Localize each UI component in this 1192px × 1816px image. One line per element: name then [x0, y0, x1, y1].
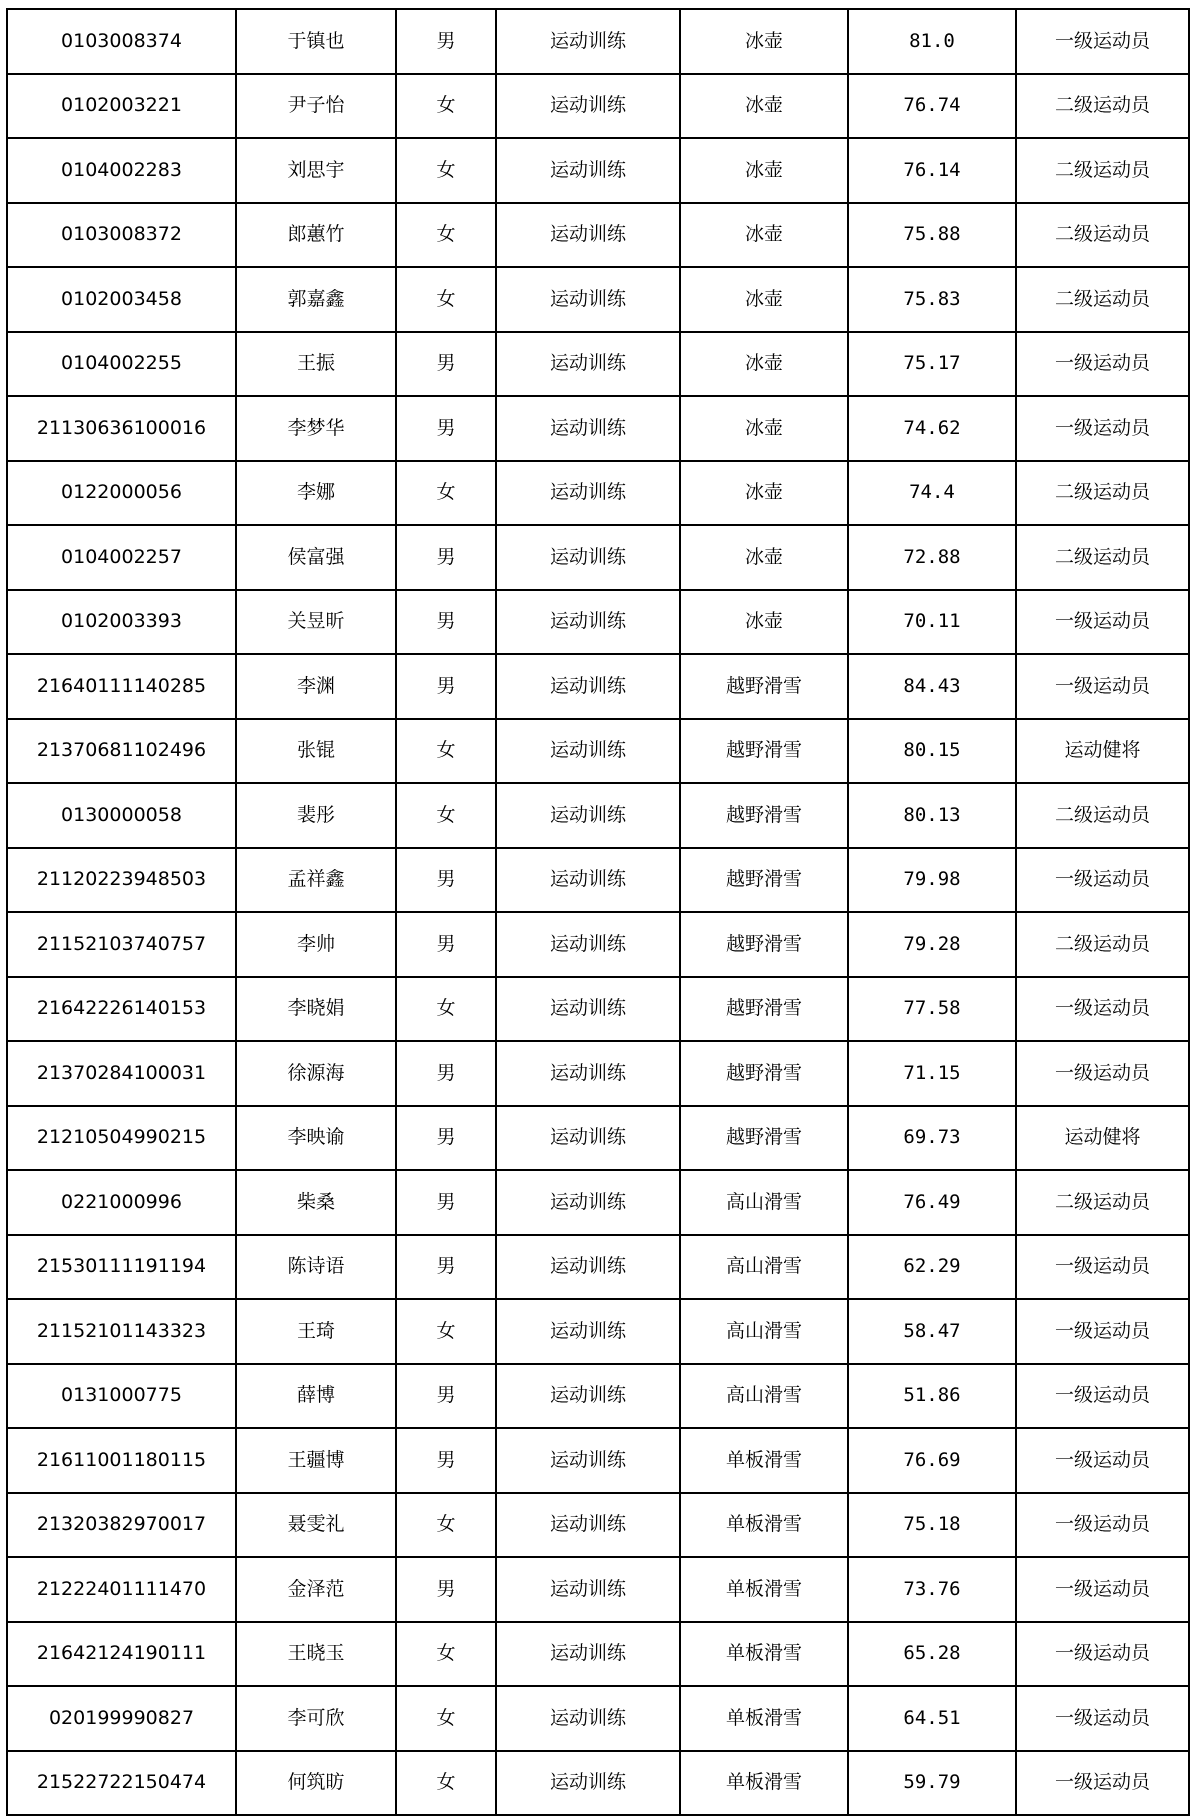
- athlete-name-cell: 王琦: [236, 1299, 396, 1364]
- candidate-id-cell: 21640111140285: [7, 654, 236, 719]
- major-cell: 运动训练: [496, 1235, 680, 1300]
- sport-cell: 高山滑雪: [680, 1170, 848, 1235]
- athlete-name-cell: 张锟: [236, 719, 396, 784]
- table-row: [7, 1170, 1189, 1235]
- athlete-level-cell: 二级运动员: [1016, 1170, 1189, 1235]
- athlete-name-cell: 尹子怡: [236, 74, 396, 139]
- major-cell: 运动训练: [496, 848, 680, 913]
- athlete-level-cell: 一级运动员: [1016, 1364, 1189, 1429]
- score-cell: 76.14: [848, 138, 1016, 203]
- sport-cell: 越野滑雪: [680, 912, 848, 977]
- athlete-name-cell: 陈诗语: [236, 1235, 396, 1300]
- candidate-id-cell: 0103008372: [7, 203, 236, 268]
- candidate-id-cell: 21210504990215: [7, 1106, 236, 1171]
- athlete-level-cell: 运动健将: [1016, 1106, 1189, 1171]
- major-cell: 运动训练: [496, 138, 680, 203]
- athlete-level-cell: 一级运动员: [1016, 9, 1189, 74]
- gender-cell: 女: [396, 783, 496, 848]
- roster-sheet: [6, 8, 1188, 1816]
- athlete-name-cell: 李可欣: [236, 1686, 396, 1751]
- athlete-name-cell: 徐源海: [236, 1041, 396, 1106]
- candidate-id-cell: 21370284100031: [7, 1041, 236, 1106]
- gender-cell: 男: [396, 1428, 496, 1493]
- athlete-name-cell: 金泽范: [236, 1557, 396, 1622]
- gender-cell: 男: [396, 1041, 496, 1106]
- gender-cell: 男: [396, 654, 496, 719]
- athlete-name-cell: 王疆博: [236, 1428, 396, 1493]
- gender-cell: 男: [396, 1235, 496, 1300]
- major-cell: 运动训练: [496, 1686, 680, 1751]
- table-row: [7, 1622, 1189, 1687]
- major-cell: 运动训练: [496, 9, 680, 74]
- sport-cell: 单板滑雪: [680, 1493, 848, 1558]
- sport-cell: 越野滑雪: [680, 719, 848, 784]
- gender-cell: 男: [396, 332, 496, 397]
- gender-cell: 男: [396, 1170, 496, 1235]
- athlete-level-cell: 一级运动员: [1016, 1557, 1189, 1622]
- gender-cell: 女: [396, 1751, 496, 1816]
- table-row: [7, 332, 1189, 397]
- sport-cell: 冰壶: [680, 138, 848, 203]
- athlete-level-cell: 一级运动员: [1016, 1235, 1189, 1300]
- candidate-id-cell: 21642226140153: [7, 977, 236, 1042]
- gender-cell: 男: [396, 396, 496, 461]
- gender-cell: 男: [396, 9, 496, 74]
- athlete-level-cell: 一级运动员: [1016, 332, 1189, 397]
- sport-cell: 高山滑雪: [680, 1299, 848, 1364]
- table-row: [7, 654, 1189, 719]
- athlete-level-cell: 一级运动员: [1016, 848, 1189, 913]
- gender-cell: 女: [396, 138, 496, 203]
- score-cell: 59.79: [848, 1751, 1016, 1816]
- table-row: [7, 1428, 1189, 1493]
- score-cell: 75.88: [848, 203, 1016, 268]
- athlete-name-cell: 聂雯礼: [236, 1493, 396, 1558]
- table-row: [7, 848, 1189, 913]
- score-cell: 77.58: [848, 977, 1016, 1042]
- major-cell: 运动训练: [496, 203, 680, 268]
- score-cell: 76.74: [848, 74, 1016, 139]
- gender-cell: 女: [396, 719, 496, 784]
- major-cell: 运动训练: [496, 1041, 680, 1106]
- score-cell: 80.13: [848, 783, 1016, 848]
- athlete-level-cell: 一级运动员: [1016, 1622, 1189, 1687]
- gender-cell: 女: [396, 74, 496, 139]
- candidate-id-cell: 21611001180115: [7, 1428, 236, 1493]
- table-row: [7, 1106, 1189, 1171]
- score-cell: 80.15: [848, 719, 1016, 784]
- table-row: [7, 783, 1189, 848]
- score-cell: 58.47: [848, 1299, 1016, 1364]
- athlete-name-cell: 王晓玉: [236, 1622, 396, 1687]
- major-cell: 运动训练: [496, 590, 680, 655]
- athlete-name-cell: 裴彤: [236, 783, 396, 848]
- athlete-level-cell: 一级运动员: [1016, 396, 1189, 461]
- table-row: [7, 1751, 1189, 1816]
- score-cell: 65.28: [848, 1622, 1016, 1687]
- athlete-level-cell: 二级运动员: [1016, 912, 1189, 977]
- table-row: [7, 1557, 1189, 1622]
- major-cell: 运动训练: [496, 912, 680, 977]
- sport-cell: 高山滑雪: [680, 1235, 848, 1300]
- athlete-level-cell: 二级运动员: [1016, 267, 1189, 332]
- table-row: [7, 590, 1189, 655]
- sport-cell: 越野滑雪: [680, 848, 848, 913]
- major-cell: 运动训练: [496, 1299, 680, 1364]
- sport-cell: 单板滑雪: [680, 1557, 848, 1622]
- table-row: [7, 1364, 1189, 1429]
- major-cell: 运动训练: [496, 1557, 680, 1622]
- athlete-name-cell: 薛博: [236, 1364, 396, 1429]
- athlete-level-cell: 一级运动员: [1016, 1299, 1189, 1364]
- table-row: [7, 74, 1189, 139]
- athlete-name-cell: 孟祥鑫: [236, 848, 396, 913]
- gender-cell: 男: [396, 1106, 496, 1171]
- table-row: [7, 461, 1189, 526]
- candidate-id-cell: 21120223948503: [7, 848, 236, 913]
- candidate-id-cell: 0104002283: [7, 138, 236, 203]
- candidate-id-cell: 0130000058: [7, 783, 236, 848]
- athlete-name-cell: 李映谕: [236, 1106, 396, 1171]
- sport-cell: 高山滑雪: [680, 1364, 848, 1429]
- gender-cell: 男: [396, 1557, 496, 1622]
- athlete-level-cell: 运动健将: [1016, 719, 1189, 784]
- sport-cell: 单板滑雪: [680, 1428, 848, 1493]
- major-cell: 运动训练: [496, 1751, 680, 1816]
- candidate-id-cell: 21370681102496: [7, 719, 236, 784]
- athlete-name-cell: 李渊: [236, 654, 396, 719]
- sport-cell: 越野滑雪: [680, 783, 848, 848]
- major-cell: 运动训练: [496, 1622, 680, 1687]
- sport-cell: 冰壶: [680, 332, 848, 397]
- major-cell: 运动训练: [496, 977, 680, 1042]
- athlete-name-cell: 李帅: [236, 912, 396, 977]
- athlete-name-cell: 王振: [236, 332, 396, 397]
- athlete-level-cell: 二级运动员: [1016, 461, 1189, 526]
- athlete-level-cell: 一级运动员: [1016, 654, 1189, 719]
- athlete-name-cell: 李梦华: [236, 396, 396, 461]
- score-cell: 64.51: [848, 1686, 1016, 1751]
- athlete-level-cell: 一级运动员: [1016, 1493, 1189, 1558]
- major-cell: 运动训练: [496, 332, 680, 397]
- candidate-id-cell: 0131000775: [7, 1364, 236, 1429]
- score-cell: 75.83: [848, 267, 1016, 332]
- sport-cell: 冰壶: [680, 590, 848, 655]
- score-cell: 72.88: [848, 525, 1016, 590]
- candidate-id-cell: 0122000056: [7, 461, 236, 526]
- sport-cell: 单板滑雪: [680, 1751, 848, 1816]
- candidate-id-cell: 020199990827: [7, 1686, 236, 1751]
- major-cell: 运动训练: [496, 1106, 680, 1171]
- sport-cell: 冰壶: [680, 74, 848, 139]
- athlete-level-cell: 二级运动员: [1016, 138, 1189, 203]
- score-cell: 74.62: [848, 396, 1016, 461]
- major-cell: 运动训练: [496, 719, 680, 784]
- major-cell: 运动训练: [496, 461, 680, 526]
- candidate-id-cell: 0221000996: [7, 1170, 236, 1235]
- candidate-id-cell: 0102003393: [7, 590, 236, 655]
- athlete-level-cell: 二级运动员: [1016, 203, 1189, 268]
- candidate-id-cell: 21530111191194: [7, 1235, 236, 1300]
- score-cell: 74.4: [848, 461, 1016, 526]
- sport-cell: 冰壶: [680, 396, 848, 461]
- sport-cell: 冰壶: [680, 461, 848, 526]
- table-row: [7, 977, 1189, 1042]
- candidate-id-cell: 21130636100016: [7, 396, 236, 461]
- athlete-name-cell: 刘思宇: [236, 138, 396, 203]
- gender-cell: 男: [396, 590, 496, 655]
- score-cell: 62.29: [848, 1235, 1016, 1300]
- gender-cell: 女: [396, 267, 496, 332]
- gender-cell: 女: [396, 1493, 496, 1558]
- gender-cell: 男: [396, 848, 496, 913]
- major-cell: 运动训练: [496, 654, 680, 719]
- major-cell: 运动训练: [496, 1170, 680, 1235]
- major-cell: 运动训练: [496, 396, 680, 461]
- major-cell: 运动训练: [496, 1493, 680, 1558]
- gender-cell: 女: [396, 977, 496, 1042]
- athlete-level-cell: 二级运动员: [1016, 783, 1189, 848]
- athlete-level-cell: 一级运动员: [1016, 1041, 1189, 1106]
- major-cell: 运动训练: [496, 1428, 680, 1493]
- sport-cell: 越野滑雪: [680, 1106, 848, 1171]
- score-cell: 71.15: [848, 1041, 1016, 1106]
- athlete-name-cell: 于镇也: [236, 9, 396, 74]
- athlete-name-cell: 柴桑: [236, 1170, 396, 1235]
- candidate-id-cell: 21152103740757: [7, 912, 236, 977]
- score-cell: 75.17: [848, 332, 1016, 397]
- gender-cell: 女: [396, 203, 496, 268]
- gender-cell: 男: [396, 525, 496, 590]
- score-cell: 79.28: [848, 912, 1016, 977]
- candidate-id-cell: 0102003221: [7, 74, 236, 139]
- athlete-level-cell: 一级运动员: [1016, 1751, 1189, 1816]
- gender-cell: 男: [396, 912, 496, 977]
- sport-cell: 冰壶: [680, 525, 848, 590]
- athlete-roster-table: [6, 8, 1190, 1816]
- table-row: [7, 525, 1189, 590]
- sport-cell: 越野滑雪: [680, 654, 848, 719]
- candidate-id-cell: 0104002257: [7, 525, 236, 590]
- candidate-id-cell: 0102003458: [7, 267, 236, 332]
- score-cell: 84.43: [848, 654, 1016, 719]
- score-cell: 69.73: [848, 1106, 1016, 1171]
- athlete-name-cell: 李娜: [236, 461, 396, 526]
- table-row: [7, 138, 1189, 203]
- athlete-name-cell: 侯富强: [236, 525, 396, 590]
- table-row: [7, 719, 1189, 784]
- table-row: [7, 1235, 1189, 1300]
- athlete-level-cell: 一级运动员: [1016, 1686, 1189, 1751]
- athlete-name-cell: 郎蕙竹: [236, 203, 396, 268]
- score-cell: 81.0: [848, 9, 1016, 74]
- table-row: [7, 912, 1189, 977]
- score-cell: 51.86: [848, 1364, 1016, 1429]
- table-row: [7, 1493, 1189, 1558]
- candidate-id-cell: 21222401111470: [7, 1557, 236, 1622]
- score-cell: 76.49: [848, 1170, 1016, 1235]
- major-cell: 运动训练: [496, 74, 680, 139]
- gender-cell: 女: [396, 461, 496, 526]
- major-cell: 运动训练: [496, 1364, 680, 1429]
- gender-cell: 男: [396, 1364, 496, 1429]
- gender-cell: 女: [396, 1299, 496, 1364]
- candidate-id-cell: 21152101143323: [7, 1299, 236, 1364]
- major-cell: 运动训练: [496, 783, 680, 848]
- table-row: [7, 203, 1189, 268]
- table-row: [7, 1686, 1189, 1751]
- major-cell: 运动训练: [496, 525, 680, 590]
- score-cell: 76.69: [848, 1428, 1016, 1493]
- sport-cell: 冰壶: [680, 9, 848, 74]
- athlete-level-cell: 一级运动员: [1016, 590, 1189, 655]
- athlete-name-cell: 何筑昉: [236, 1751, 396, 1816]
- candidate-id-cell: 21642124190111: [7, 1622, 236, 1687]
- table-row: [7, 1041, 1189, 1106]
- athlete-level-cell: 一级运动员: [1016, 977, 1189, 1042]
- athlete-level-cell: 二级运动员: [1016, 525, 1189, 590]
- sport-cell: 越野滑雪: [680, 977, 848, 1042]
- score-cell: 75.18: [848, 1493, 1016, 1558]
- table-row: [7, 267, 1189, 332]
- major-cell: 运动训练: [496, 267, 680, 332]
- athlete-name-cell: 郭嘉鑫: [236, 267, 396, 332]
- sport-cell: 冰壶: [680, 203, 848, 268]
- athlete-name-cell: 李晓娟: [236, 977, 396, 1042]
- score-cell: 70.11: [848, 590, 1016, 655]
- candidate-id-cell: 21320382970017: [7, 1493, 236, 1558]
- table-row: [7, 9, 1189, 74]
- table-row: [7, 1299, 1189, 1364]
- gender-cell: 女: [396, 1686, 496, 1751]
- athlete-name-cell: 关昱昕: [236, 590, 396, 655]
- candidate-id-cell: 0104002255: [7, 332, 236, 397]
- sport-cell: 单板滑雪: [680, 1622, 848, 1687]
- sport-cell: 越野滑雪: [680, 1041, 848, 1106]
- athlete-level-cell: 一级运动员: [1016, 1428, 1189, 1493]
- table-row: [7, 396, 1189, 461]
- candidate-id-cell: 0103008374: [7, 9, 236, 74]
- score-cell: 73.76: [848, 1557, 1016, 1622]
- roster-body: [7, 9, 1189, 1815]
- score-cell: 79.98: [848, 848, 1016, 913]
- sport-cell: 冰壶: [680, 267, 848, 332]
- sport-cell: 单板滑雪: [680, 1686, 848, 1751]
- athlete-level-cell: 二级运动员: [1016, 74, 1189, 139]
- candidate-id-cell: 21522722150474: [7, 1751, 236, 1816]
- gender-cell: 女: [396, 1622, 496, 1687]
